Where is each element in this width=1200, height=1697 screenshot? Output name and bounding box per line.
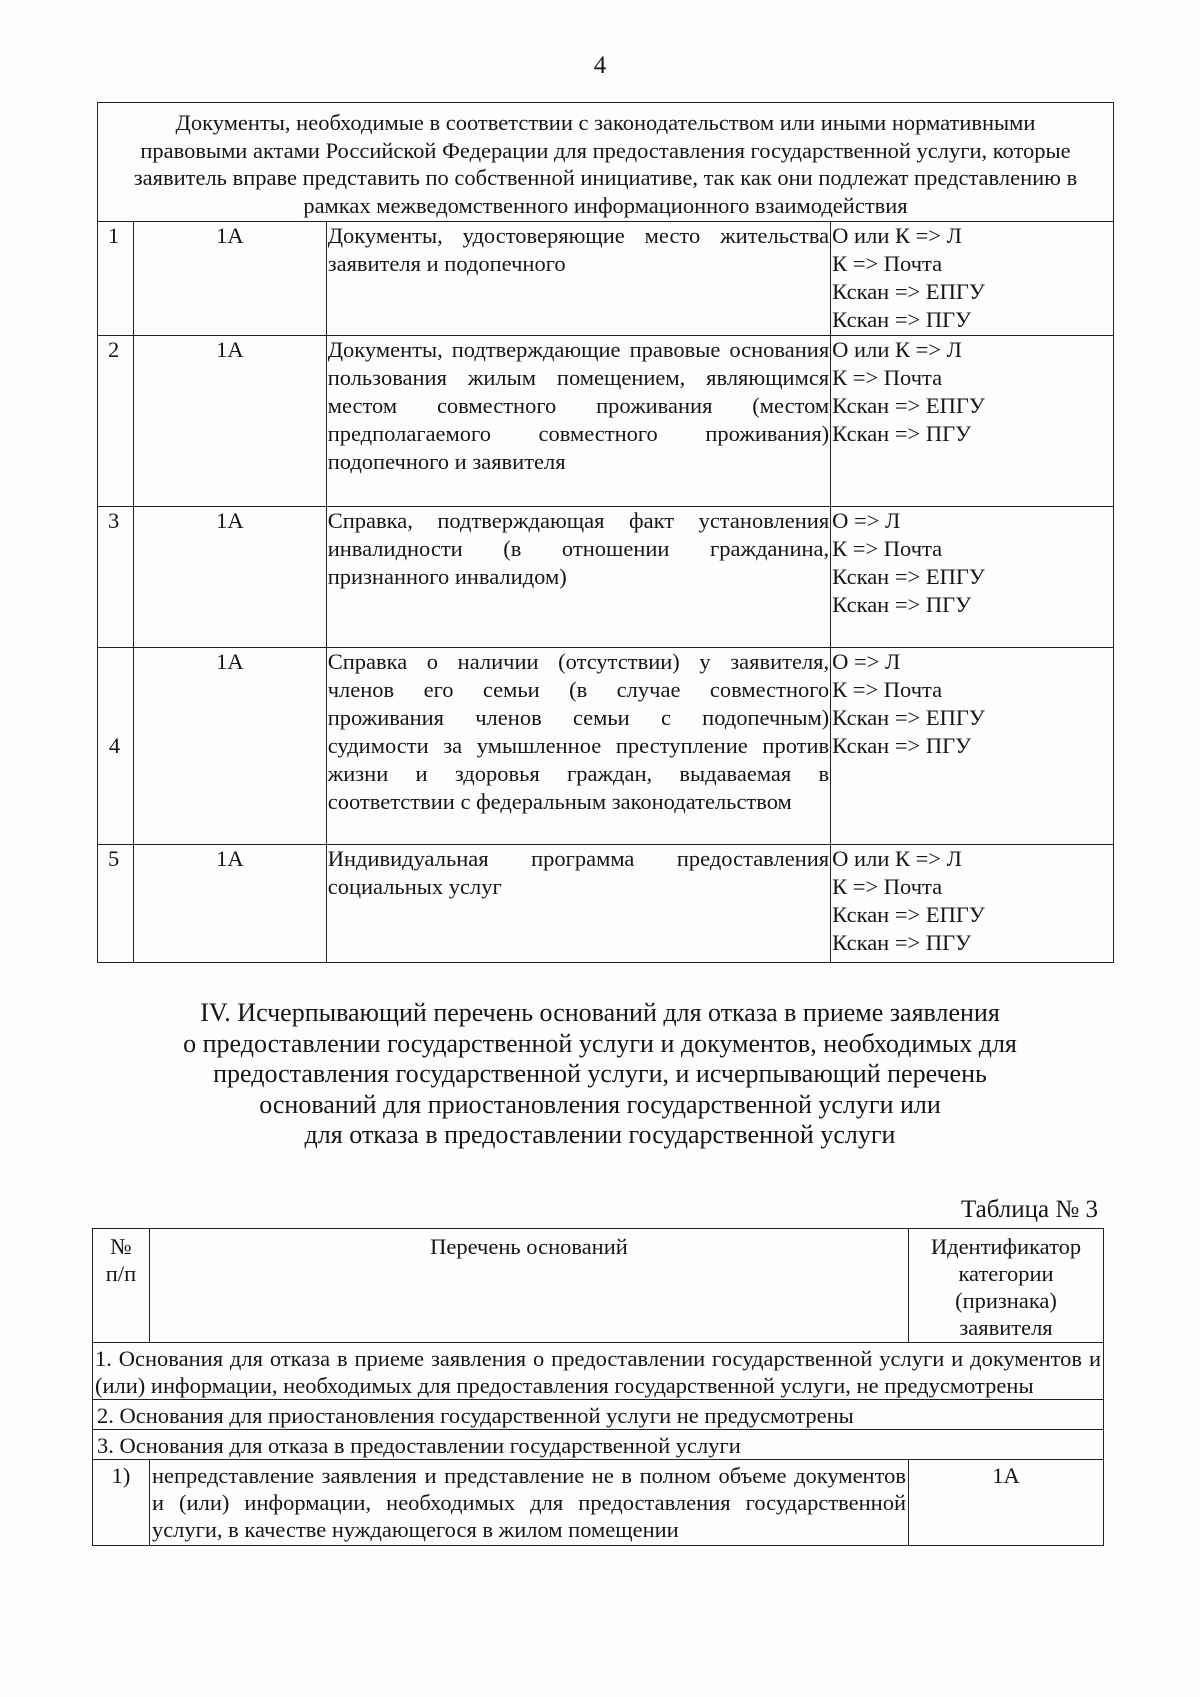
section-heading-line: о предоставлении государственной услуги и документов, необходимых для <box>183 1028 1017 1058</box>
submission-method: Кскан => ЕПГУ <box>832 279 985 304</box>
table-row <box>93 1460 1104 1546</box>
submission-method: Кскан => ЕПГУ <box>832 564 985 589</box>
row-document: Документы, подтверждающие правовые основания пользования жилым помещением, являющимся местом совместного проживания (местом предполагаемого совместного проживания) подопечного и заявителя <box>326 336 830 507</box>
row-submission-methods <box>831 336 1114 507</box>
table-row <box>98 222 1114 336</box>
row-document: Документы, удостоверяющие место жительства заявителя и подопечного <box>326 222 830 336</box>
submission-method: Кскан => ПГУ <box>832 307 972 332</box>
table-row <box>93 1430 1104 1460</box>
submission-method: Кскан => ЕПГУ <box>832 393 985 418</box>
row-submission-methods <box>831 507 1114 648</box>
section-heading-line: IV. Исчерпывающий перечень оснований для отказа в приеме заявления <box>200 998 1000 1027</box>
grounds-group-2: 2. Основания для приостановления государственной услуги не предусмотрены <box>93 1400 1104 1430</box>
submission-method: Кскан => ПГУ <box>832 930 972 955</box>
submission-method: К => Почта <box>832 677 943 702</box>
submission-method: Кскан => ЕПГУ <box>832 705 985 730</box>
item-category: 1А <box>909 1460 1104 1546</box>
grounds-group-1: 1. Основания для отказа в приеме заявления о предоставлении государственной услуги и документов и (или) информации, необходимых для предоставления государственной услуги, не предусмотрены <box>93 1343 1104 1400</box>
submission-method: О или К => Л <box>832 337 962 362</box>
section-heading-line: для отказа в предоставлении государственной услуги <box>304 1120 896 1149</box>
submission-method: Кскан => ПГУ <box>832 421 972 446</box>
row-category: 1А <box>133 648 326 845</box>
submission-method: О или К => Л <box>832 223 962 248</box>
submission-method: К => Почта <box>832 365 943 390</box>
row-number: 4 <box>98 648 134 845</box>
column-header-reasons: Перечень оснований <box>149 1229 908 1343</box>
page-number: 4 <box>593 52 607 79</box>
row-document: Справка о наличии (отсутствии) у заявителя, членов его семьи (в случае совместного проживания членов семьи с подопечным) судимости за умышленное преступление против жизни и здоровья граждан, выдаваемая в соответствии с федеральным законодательством <box>326 648 830 845</box>
row-submission-methods <box>831 648 1114 845</box>
submission-method: К => Почта <box>832 251 943 276</box>
row-number: 3 <box>98 507 134 648</box>
row-submission-methods <box>831 222 1114 336</box>
section-heading-line: предоставления государственной услуги, и исчерпывающий перечень <box>213 1059 987 1088</box>
submission-method: Кскан => ПГУ <box>832 733 972 758</box>
refusal-grounds-table <box>92 1228 1104 1546</box>
documents-table-header-row <box>98 103 1114 222</box>
submission-method: Кскан => ЕПГУ <box>832 902 985 927</box>
row-category: 1А <box>133 336 326 507</box>
submission-method: К => Почта <box>832 874 943 899</box>
submission-method: К => Почта <box>832 536 943 561</box>
table-header-row <box>93 1229 1104 1343</box>
row-category: 1А <box>133 845 326 963</box>
row-category: 1А <box>133 507 326 648</box>
submission-method: Кскан => ПГУ <box>832 592 972 617</box>
documents-table-header: Документы, необходимые в соответствии с законодательством или иными нормативными правовыми актами Российской Федерации для предоставления государственной услуги, которые заявитель вправе представить по собственной инициативе, так как они подлежат представлению в рамках межведомственного информационного взаимодействия <box>98 103 1114 222</box>
column-header-number-bottom: п/п <box>105 1261 137 1286</box>
row-category: 1А <box>133 222 326 336</box>
section-heading <box>0 998 1200 1151</box>
column-header-category-id: Идентификатор категории (признака) заявителя <box>909 1229 1104 1343</box>
grounds-group-3: 3. Основания для отказа в предоставлении государственной услуги <box>93 1430 1104 1460</box>
submission-method: О => Л <box>832 508 901 533</box>
row-number: 2 <box>98 336 134 507</box>
row-number: 5 <box>98 845 134 963</box>
row-document: Справка, подтверждающая факт установления инвалидности (в отношении гражданина, признанного инвалидом) <box>326 507 830 648</box>
submission-method: О или К => Л <box>832 846 962 871</box>
section-heading-line: оснований для приостановления государственной услуги или <box>259 1089 941 1119</box>
documents-table <box>97 102 1114 963</box>
table-row <box>98 648 1114 845</box>
item-number: 1) <box>93 1460 150 1546</box>
table-row <box>98 507 1114 648</box>
row-document: Индивидуальная программа предоставления социальных услуг <box>326 845 830 963</box>
column-header-number <box>93 1229 150 1343</box>
row-submission-methods <box>831 845 1114 963</box>
table-row <box>93 1343 1104 1400</box>
table-row <box>93 1400 1104 1430</box>
row-number: 1 <box>98 222 134 336</box>
table-row <box>98 845 1114 963</box>
table-caption: Таблица № 3 <box>960 1196 1098 1223</box>
submission-method: О => Л <box>832 649 901 674</box>
table-row <box>98 336 1114 507</box>
item-text: непредставление заявления и представление не в полном объеме документов и (или) информации, необходимых для предоставления государственной услуги, в качестве нуждающегося в жилом помещении <box>149 1460 908 1546</box>
column-header-number-top: № <box>110 1234 132 1259</box>
